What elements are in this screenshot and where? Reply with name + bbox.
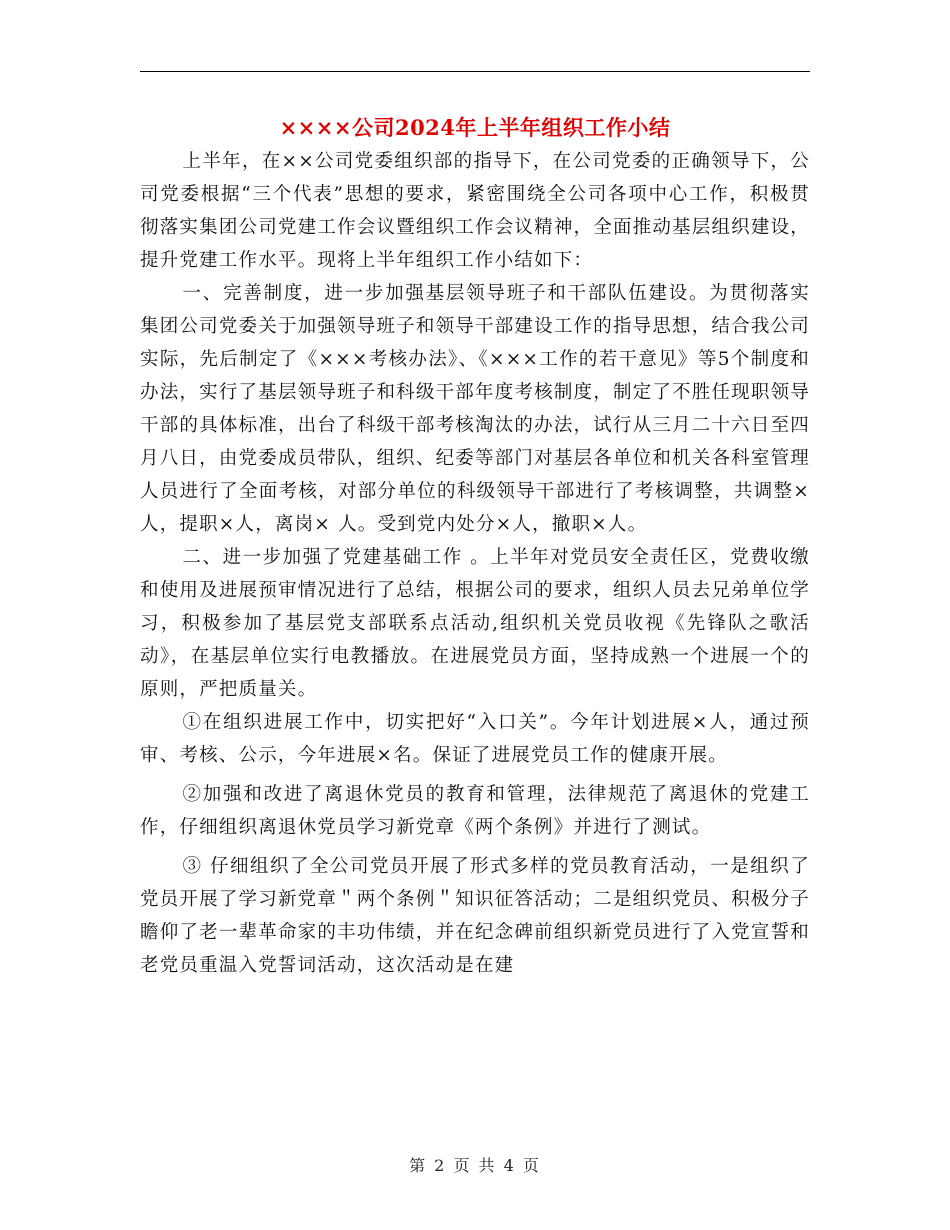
paragraph-item-2: ②加强和改进了离退休党员的教育和管理，法律规范了离退休的党建工作，仔细组织离退休党员学习新党章《两个条例》并进行了测试。 xyxy=(140,784,810,838)
paragraph-intro: 上半年，在××公司党委组织部的指导下，在公司党委的正确领导下，公司党委根据“三个代表”思想的要求，紧密围绕全公司各项中心工作，积极贯彻落实集团公司党建工作会议暨组织工作会议精神，全面推动基层组织建设，提升党建工作水平。现将上半年组织工作小结如下： xyxy=(140,151,810,271)
document-title: ××××公司2024年上半年组织工作小结 xyxy=(279,115,671,140)
document-body xyxy=(140,145,810,982)
paragraph-section-one: 一、完善制度，进一步加强基层领导班子和干部队伍建设。为贯彻落实集团公司党委关于加强领导班子和领导干部建设工作的指导思想，结合我公司实际，先后制定了《×××考核办法》、《×××工作的若干意见》等5个制度和办法，实行了基层领导班子和科级干部年度考核制度，制定了不胜任现职领导干部的具体标准，出台了科级干部考核淘汰的办法，试行从三月二十六日至四月八日，由党委成员带队，组织、纪委等部门对基层各单位和机关各科室管理人员进行了全面考核，对部分单位的科级领导干部进行了考核调整，共调整×人，提职×人，离岗× 人。受到党内处分×人，撤职×人。 xyxy=(140,283,810,535)
paragraph-item-3: ③ 仔细组织了全公司党员开展了形式多样的党员教育活动，一是组织了党员开展了学习新党章＂两个条例＂知识征答活动；二是组织党员、积极分子瞻仰了老一辈革命家的丰功伟绩，并在纪念碑前组织新党员进行了入党宣誓和老党员重温入党誓词活动，这次活动是在建 xyxy=(140,856,810,976)
paragraph-section-two: 二、进一步加强了党建基础工作 。上半年对党员安全责任区，党费收缴和使用及进展预审情况进行了总结，根据公司的要求，组织人员去兄弟单位学习，积极参加了基层党支部联系点活动,组织机关党员收视《先锋队之歌活动》，在基层单位实行电教播放。在进展党员方面，坚持成熟一个进展一个的原则，严把质量关。 xyxy=(140,547,810,700)
header-divider xyxy=(140,71,810,72)
page-number: 第 2 页 共 4 页 xyxy=(409,1156,541,1175)
paragraph-item-1: ①在组织进展工作中，切实把好“入口关”。今年计划进展×人，通过预审、考核、公示，今年进展×名。保证了进展党员工作的健康开展。 xyxy=(140,712,810,766)
